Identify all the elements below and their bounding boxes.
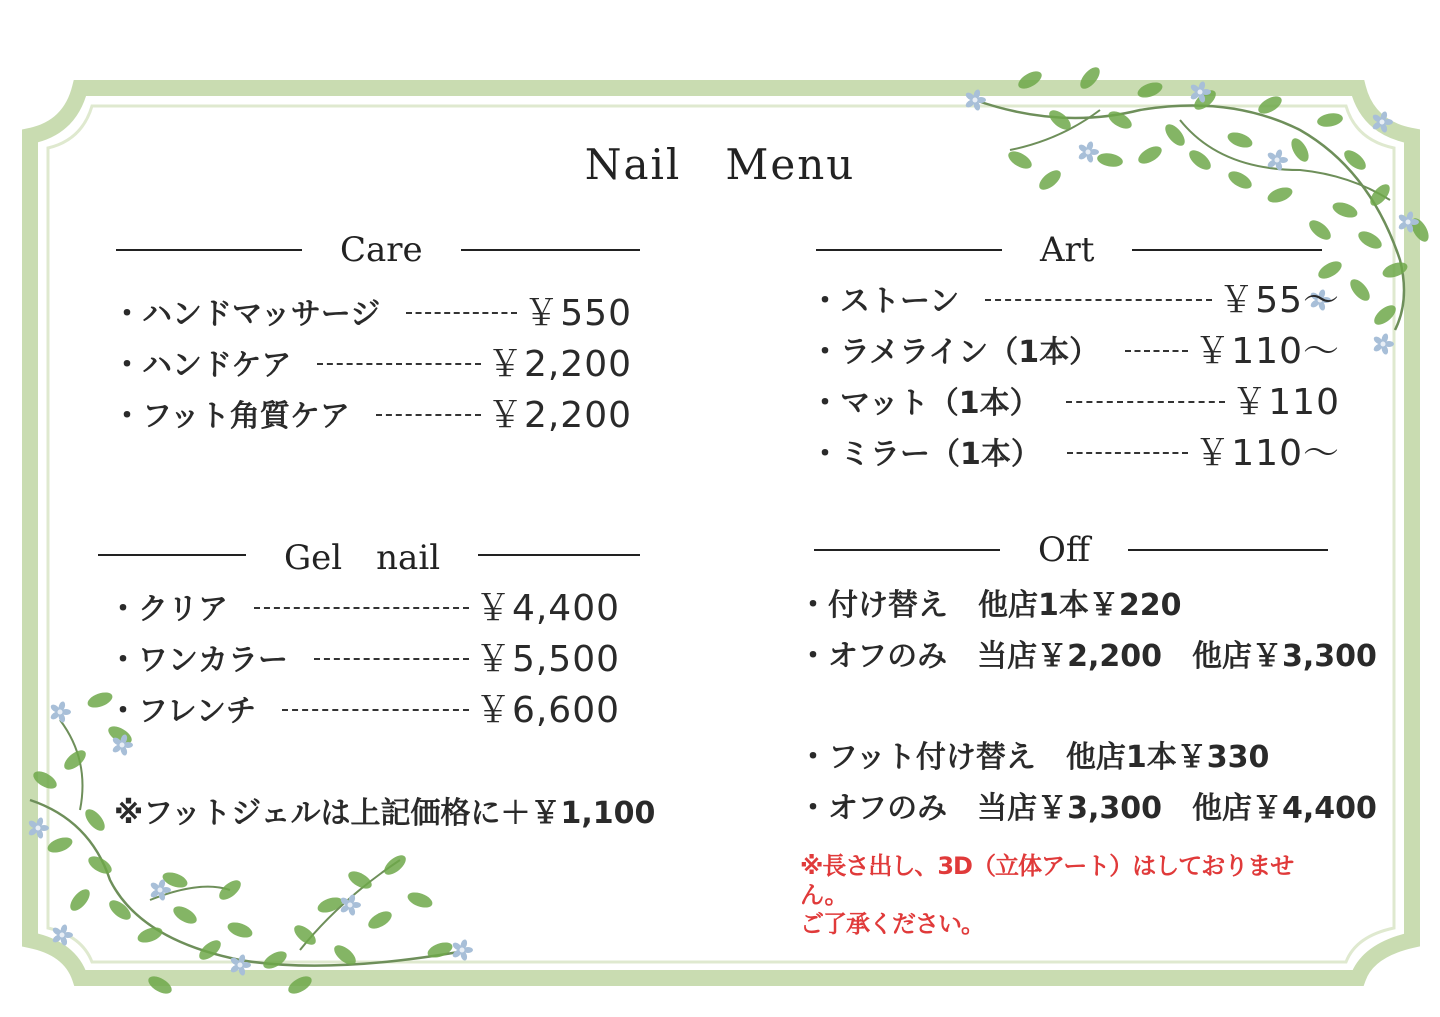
leaf-shape	[61, 747, 89, 774]
item-name: ・ハンドマッサージ	[112, 296, 381, 332]
flower-decorations	[27, 81, 1419, 977]
art-heading	[816, 230, 1322, 270]
item-price: ￥110～	[1194, 433, 1340, 474]
flower-shape	[1372, 333, 1394, 356]
leaf-shape	[365, 908, 394, 932]
item-price: ￥2,200	[486, 395, 632, 436]
list-item	[112, 285, 632, 336]
off-line: ・フット付け替え 他店1本￥330	[798, 740, 1270, 775]
heading-rule-right	[1132, 249, 1322, 251]
care-list	[112, 285, 632, 438]
dotted-leader	[314, 658, 469, 660]
heading-rule-left	[98, 554, 246, 556]
item-name: ・ラメライン（1本）	[810, 334, 1100, 370]
leaf-shape	[226, 919, 255, 940]
gel-heading-label: Gel nail	[284, 538, 441, 578]
list-item	[108, 682, 620, 733]
art-list	[810, 272, 1340, 476]
leaf-shape	[260, 948, 289, 972]
gel-heading	[98, 530, 640, 579]
art-heading-label: Art	[1040, 230, 1095, 270]
flower-shape	[49, 701, 71, 724]
item-name: ・フット角質ケア	[112, 398, 350, 434]
dotted-leader	[317, 363, 481, 365]
item-name: ・マット（1本）	[810, 385, 1040, 421]
leaf-shape	[46, 834, 75, 855]
off-line: ・付け替え 他店1本￥220	[798, 588, 1182, 623]
dotted-leader	[1067, 452, 1188, 454]
item-name: ・ストーン	[810, 283, 960, 319]
list-item	[810, 272, 1340, 323]
flower-shape	[451, 939, 473, 962]
item-price: ￥550	[523, 293, 632, 334]
leaf-shape	[216, 877, 244, 904]
heading-rule-left	[814, 549, 1000, 551]
dotted-leader	[376, 414, 481, 416]
heading-rule-left	[816, 249, 1002, 251]
heading-rule-right	[1128, 549, 1328, 551]
dotted-leader	[282, 709, 469, 711]
leaf-shape	[381, 852, 409, 879]
item-price: ￥6,600	[474, 690, 620, 731]
leaf-shape	[1316, 111, 1344, 128]
heading-rule-right	[461, 249, 640, 251]
leaf-shape	[136, 924, 165, 945]
item-price: ￥2,200	[486, 344, 632, 385]
off-line: ・オフのみ 当店￥2,200 他店￥3,300	[798, 639, 1377, 674]
heading-rule-right	[478, 554, 640, 556]
item-price: ￥55～	[1218, 280, 1340, 321]
leaf-shape	[316, 894, 345, 915]
list-item	[108, 631, 620, 682]
menu-title: Nail Menu	[584, 140, 856, 189]
dotted-leader	[1125, 350, 1188, 352]
off-heading-label: Off	[1038, 530, 1091, 570]
item-name: ・ハンドケア	[112, 347, 292, 383]
heading-rule-left	[116, 249, 302, 251]
dotted-leader	[254, 607, 469, 609]
off-line: ・オフのみ 当店￥3,300 他店￥4,400	[798, 791, 1377, 826]
leaf-shape	[1331, 199, 1360, 220]
notice-text	[800, 852, 1320, 939]
item-price: ￥110～	[1194, 331, 1340, 372]
item-price: ￥5,500	[474, 639, 620, 680]
leaf-shape	[406, 889, 435, 910]
item-name: ・ワンカラー	[108, 642, 288, 678]
list-item	[810, 323, 1340, 374]
dotted-leader	[985, 299, 1212, 301]
dotted-leader	[406, 312, 517, 314]
foot-gel-note: ※フットジェルは上記価格に＋￥1,100	[114, 796, 656, 831]
list-item	[810, 425, 1340, 476]
leaf-shape	[1347, 276, 1374, 304]
list-item	[108, 580, 620, 631]
list-item	[810, 374, 1340, 425]
off-heading	[814, 530, 1328, 570]
notice-line: ご了承ください。	[800, 910, 984, 938]
list-item	[112, 336, 632, 387]
leaf-shape	[67, 886, 94, 914]
leaf-shape	[170, 903, 199, 927]
item-price: ￥110	[1231, 382, 1340, 423]
list-item	[112, 387, 632, 438]
leaf-shape	[1355, 228, 1384, 252]
item-name: ・クリア	[108, 591, 228, 627]
gel-list	[108, 580, 620, 733]
notice-line: ※長さ出し、3D（立体アート）はしておりません。	[800, 852, 1294, 909]
care-heading-label: Care	[340, 230, 423, 270]
item-price: ￥4,400	[474, 588, 620, 629]
leaf-shape	[106, 897, 134, 924]
leaf-shape	[82, 806, 109, 834]
care-heading	[116, 230, 640, 270]
dotted-leader	[1066, 401, 1226, 403]
item-name: ・ミラー（1本）	[810, 436, 1041, 472]
item-name: ・フレンチ	[108, 693, 257, 729]
